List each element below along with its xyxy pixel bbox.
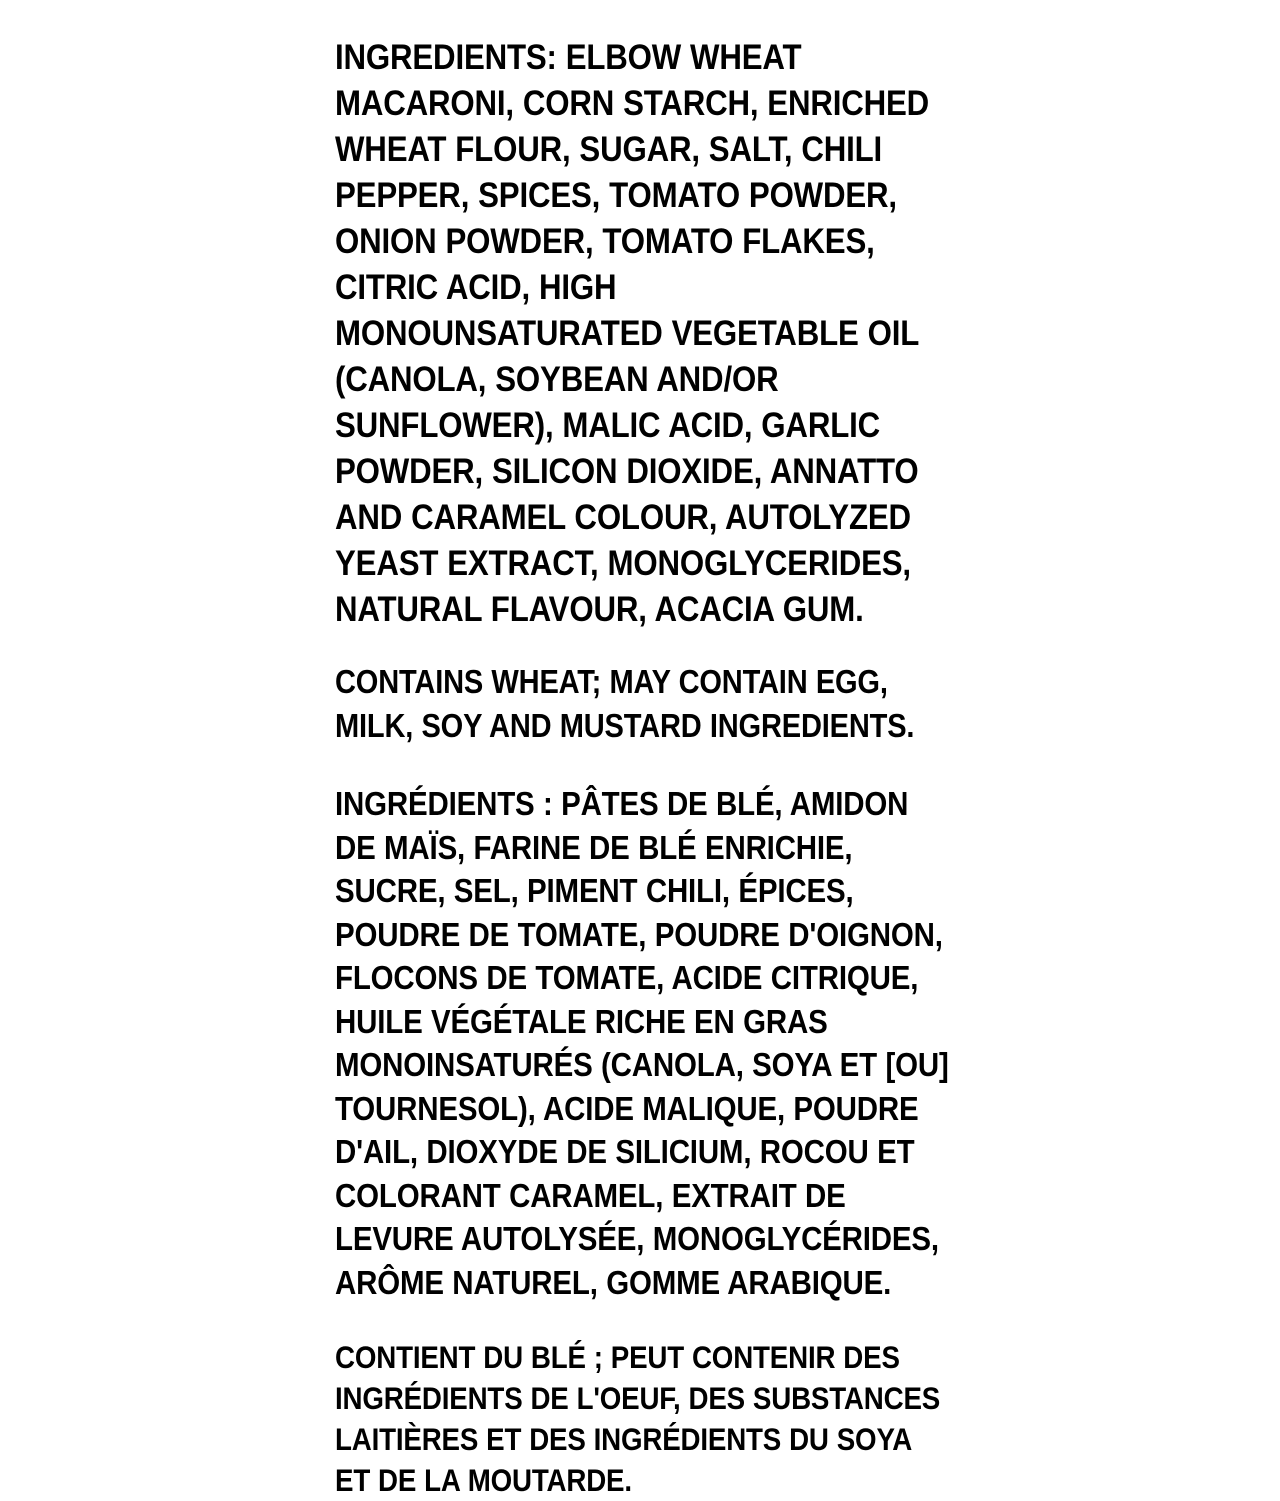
ingredients-statement-french-text: INGRÉDIENTS : PÂTES DE BLÉ, AMIDON DE MAÏS, FARINE DE BLÉ ENRICHIE, SUCRE, SEL, PIMENT CHILI, ÉPICES, POUDRE DE TOMATE, POUDRE D'OIGNON, FLOCONS DE TOMATE, ACIDE CITRIQUE, HUILE VÉGÉTALE RICHE EN GRAS MONOINSATURÉS (CANOLA, SOYA ET [OU] TOURNESOL), ACIDE MALIQUE, POUDRE D'AIL, DIOXYDE DE SILICIUM, ROCOU ET COLORANT CARAMEL, EXTRAIT DE LEVURE AUTOLYSÉE, MONOGLYCÉRIDES, ARÔME NATUREL, GOMME ARABIQUE. xyxy=(335,786,949,1302)
allergen-statement-french-text: CONTIENT DU BLÉ ; PEUT CONTENIR DES INGRÉDIENTS DE L'OEUF, DES SUBSTANCES LAITIÈRES ET DES INGRÉDIENTS DU SOYA ET DE LA MOUTARDE. xyxy=(335,1339,941,1498)
ingredients-statement-english-text: INGREDIENTS: ELBOW WHEAT MACARONI, CORN STARCH, ENRICHED WHEAT FLOUR, SUGAR, SALT, CHILI PEPPER, SPICES, TOMATO POWDER, ONION POWDER, TOMATO FLAKES, CITRIC ACID, HIGH MONOUNSATURATED VEGETABLE OIL (CANOLA, SOYBEAN AND/OR SUNFLOWER), MALIC ACID, GARLIC POWDER, SILICON DIOXIDE, ANNATTO AND CARAMEL COLOUR, AUTOLYZED YEAST EXTRACT, MONOGLYCERIDES, NATURAL FLAVOUR, ACACIA GUM. xyxy=(335,37,930,629)
ingredients-statement-english xyxy=(335,34,950,632)
allergen-statement-french xyxy=(335,1337,950,1501)
ingredients-statement-french xyxy=(335,783,950,1305)
allergen-statement-english-text: CONTAINS WHEAT; MAY CONTAIN EGG, MILK, SOY AND MUSTARD INGREDIENTS. xyxy=(335,663,915,744)
allergen-statement-english xyxy=(335,660,950,747)
